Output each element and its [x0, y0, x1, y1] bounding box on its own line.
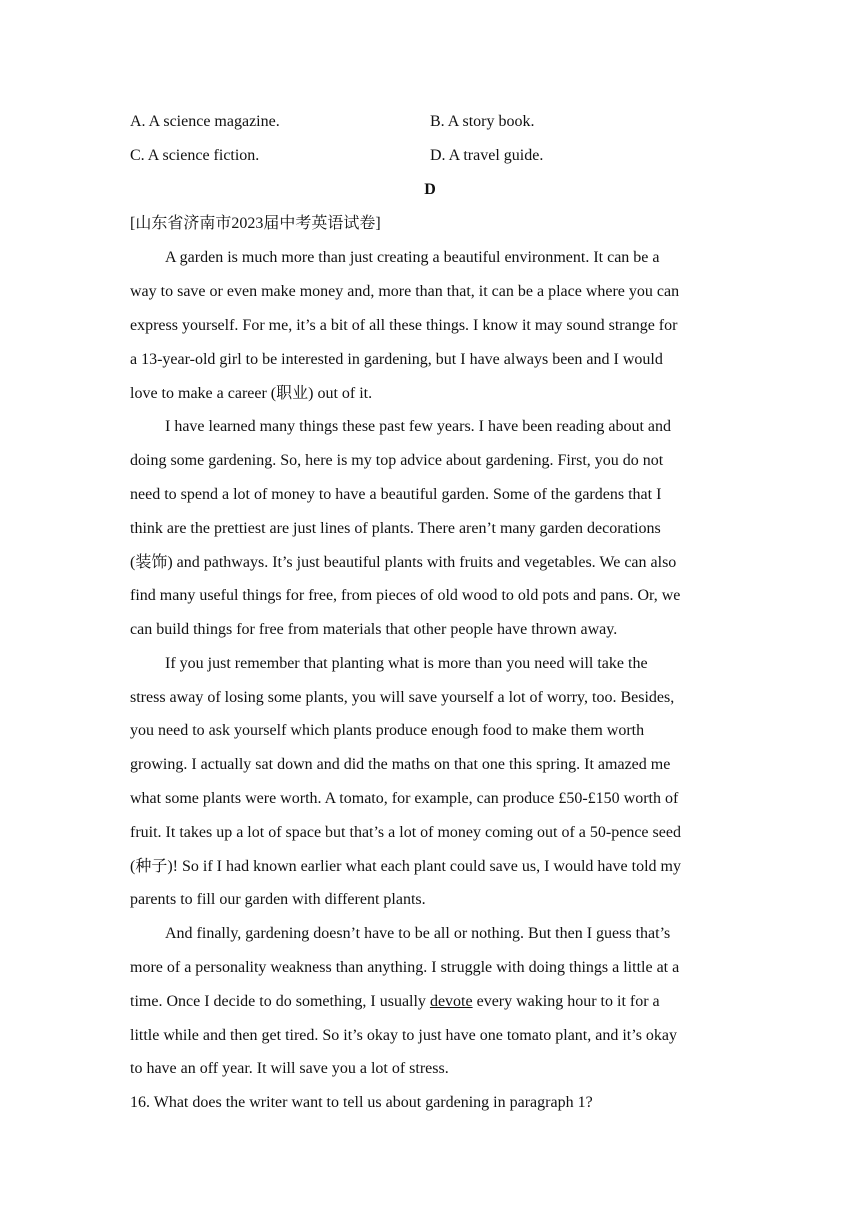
- passage-line: If you just remember that planting what is more than you need will take the: [165, 655, 648, 672]
- passage-line: more of a personality weakness than anything. I struggle with doing things a little at a: [130, 959, 680, 976]
- option-d: D. A travel guide.: [430, 147, 544, 164]
- text-after-devote: every waking hour to it for a: [472, 993, 660, 1010]
- passage-line: little while and then get tired. So it’s okay to just have one tomato plant, and it’s okay: [130, 1027, 678, 1044]
- passage-line: find many useful things for free, from pieces of old wood to old pots and pans. Or, we: [130, 587, 681, 604]
- passage-line: express yourself. For me, it’s a bit of all these things. I know it may sound strange for: [130, 317, 678, 334]
- passage-line: (种子)! So if I had known earlier what each plant could save us, I would have told my: [130, 858, 681, 875]
- passage-line: love to make a career (职业) out of it.: [130, 385, 373, 402]
- passage-line: (装饰) and pathways. It’s just beautiful plants with fruits and vegetables. We can also: [130, 554, 677, 571]
- passage-line: growing. I actually sat down and did the maths on that one this spring. It amazed me: [130, 756, 671, 773]
- option-b: B. A story book.: [430, 113, 535, 130]
- underlined-word-devote: devote: [429, 993, 473, 1010]
- passage-line-devote: [130, 992, 660, 1012]
- passage-line: way to save or even make money and, more than that, it can be a place where you can: [130, 283, 680, 300]
- passage-line: need to spend a lot of money to have a beautiful garden. Some of the gardens that I: [130, 486, 662, 503]
- passage-line: And finally, gardening doesn’t have to be all or nothing. But then I guess that’s: [165, 925, 671, 942]
- passage-line: you need to ask yourself which plants produce enough food to make them worth: [130, 722, 645, 739]
- passage-line: A garden is much more than just creating a beautiful environment. It can be a: [165, 249, 660, 266]
- source-label: [山东省济南市2023届中考英语试卷]: [130, 215, 381, 232]
- passage-line: doing some gardening. So, here is my top advice about gardening. First, you do not: [130, 452, 664, 469]
- question-16: 16. What does the writer want to tell us about gardening in paragraph 1?: [130, 1094, 593, 1111]
- passage-line: I have learned many things these past few years. I have been reading about and: [165, 418, 672, 435]
- passage-line: what some plants were worth. A tomato, for example, can produce £50-£150 worth of: [130, 790, 679, 807]
- passage-line: fruit. It takes up a lot of space but that’s a lot of money coming out of a 50-pence seed: [130, 824, 681, 841]
- option-c: C. A science fiction.: [130, 147, 260, 164]
- passage-line: a 13-year-old girl to be interested in gardening, but I have always been and I would: [130, 351, 663, 368]
- text-before-devote: time. Once I decide to do something, I usually: [130, 993, 430, 1010]
- passage-line: can build things for free from materials that other people have thrown away.: [130, 621, 618, 638]
- passage-line: parents to fill our garden with different plants.: [130, 891, 426, 908]
- option-a: A. A science magazine.: [130, 113, 280, 130]
- passage-line: stress away of losing some plants, you will save yourself a lot of worry, too. Besides,: [130, 689, 675, 706]
- passage-line: think are the prettiest are just lines of plants. There aren’t many garden decorations: [130, 520, 661, 537]
- passage-line: to have an off year. It will save you a lot of stress.: [130, 1060, 449, 1077]
- section-heading: D: [424, 181, 436, 198]
